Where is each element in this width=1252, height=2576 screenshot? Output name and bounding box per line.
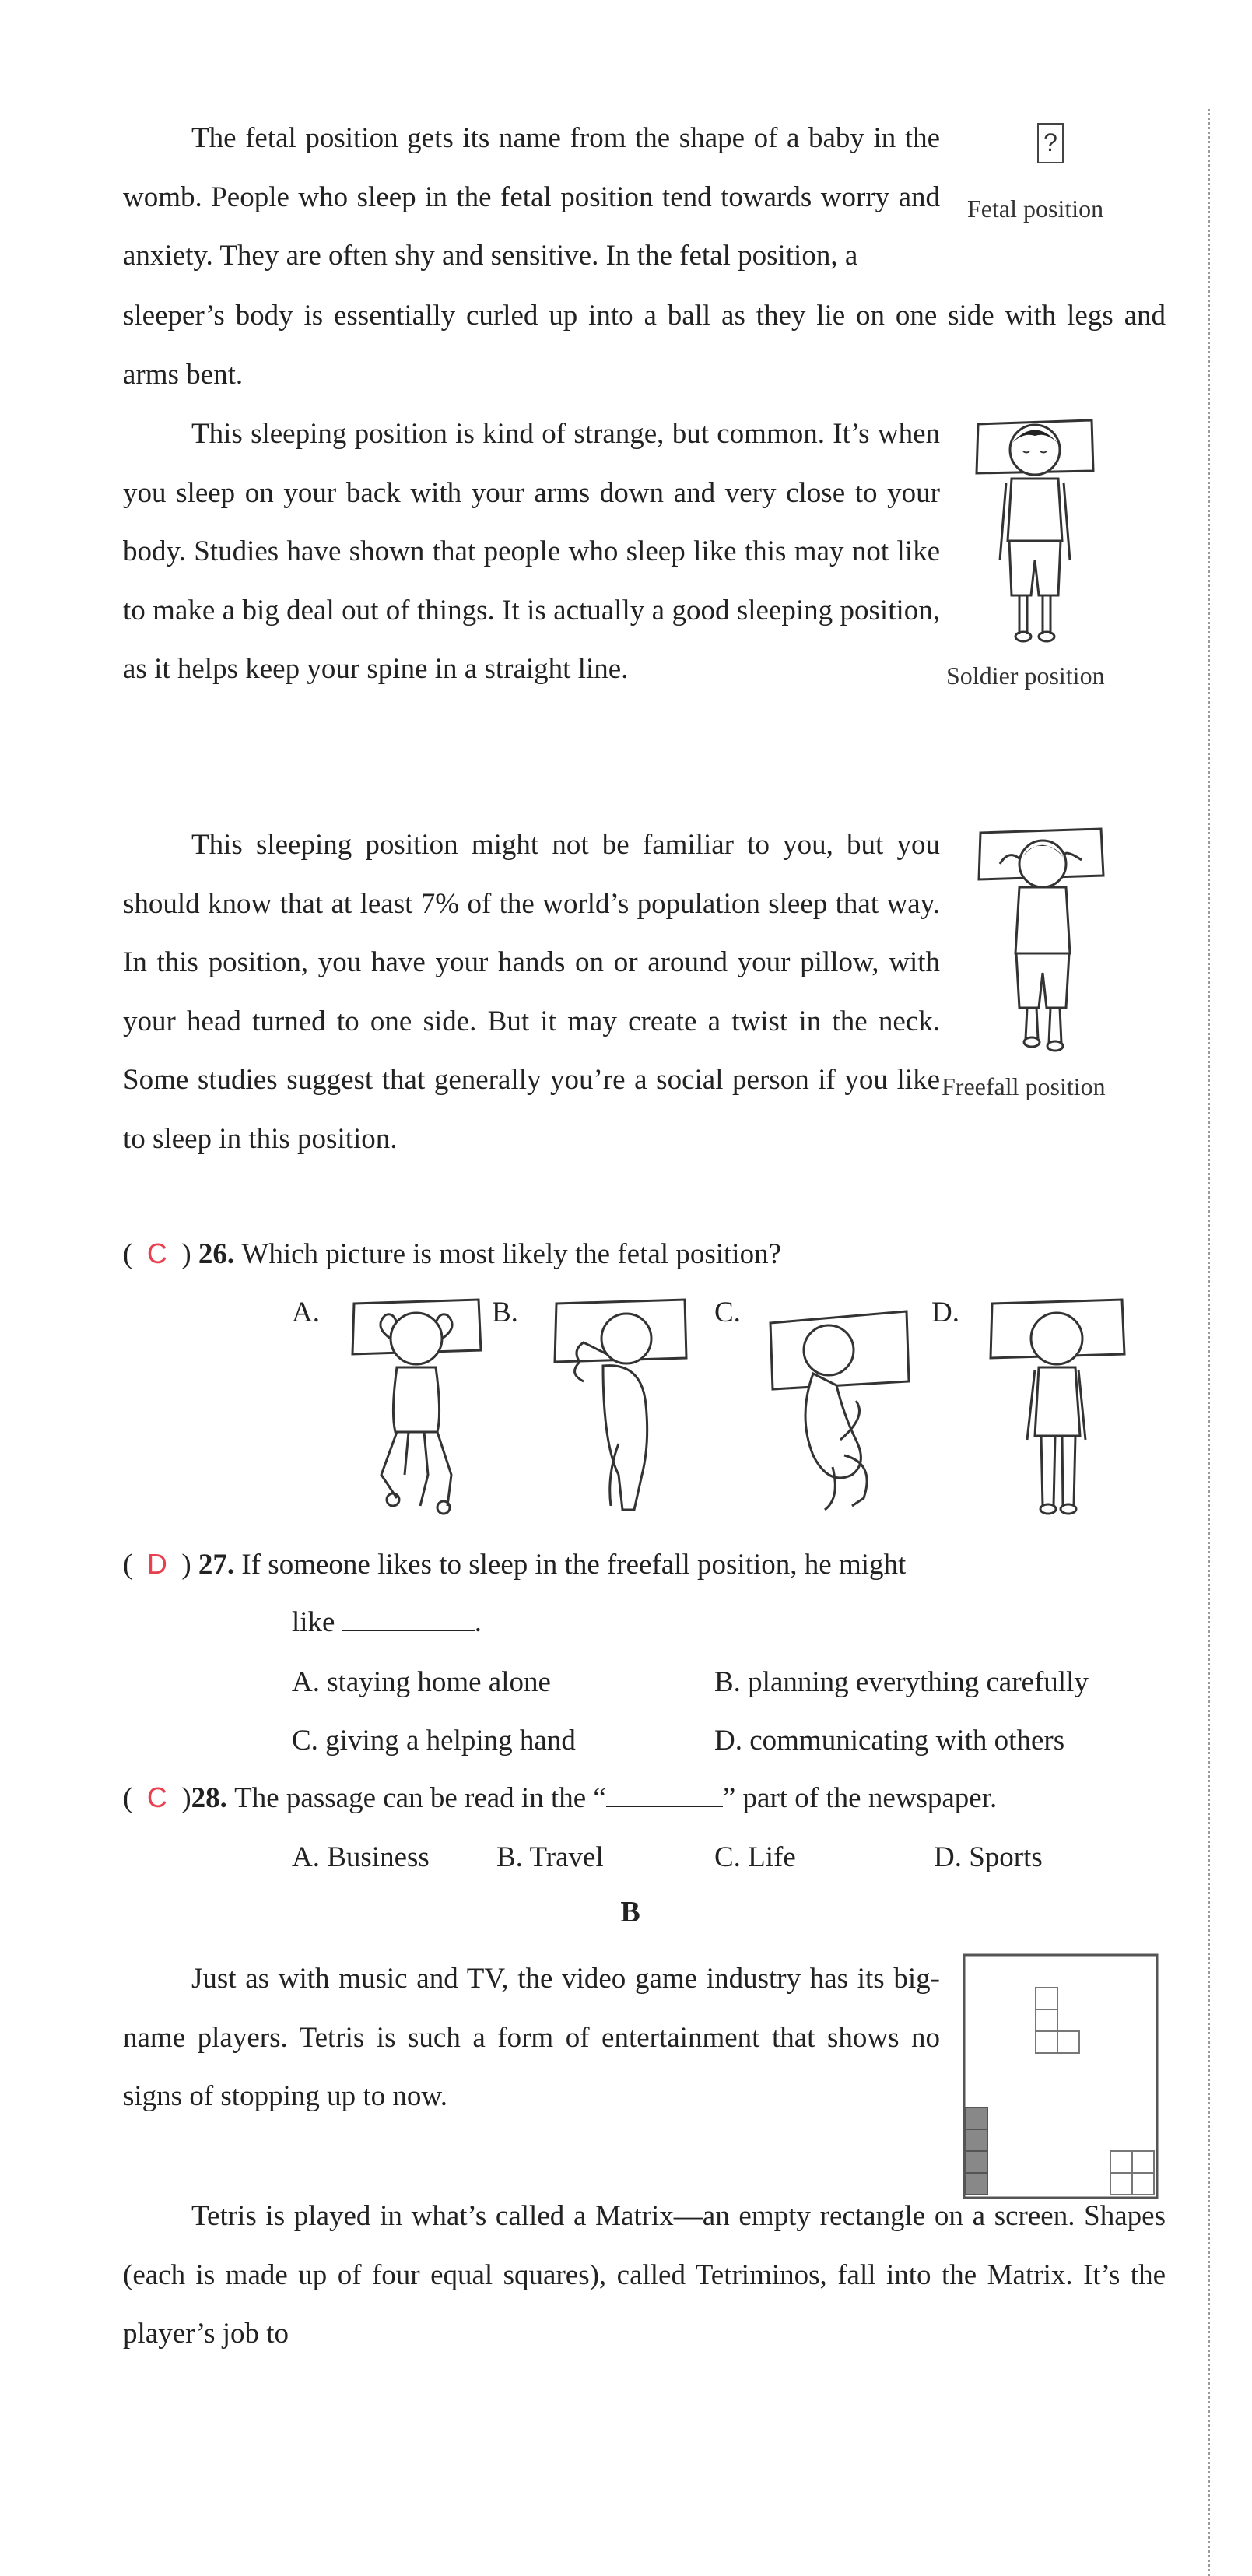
question-27 [123,1535,906,1594]
option-28-b: B. Travel [496,1841,604,1873]
option-27-a: A. staying home alone [292,1666,551,1698]
answer-27: D [146,1548,167,1580]
question-26 [123,1224,781,1283]
option-a-figure [350,1296,482,1521]
tetris-paragraph-2: Tetris is played in what’s called a Matrix—an empty rectangle on a screen. Shapes (each is made up of four equal squares), called Tetriminos, fall into the Matrix. It’s the player’s job to [123,2200,1166,2350]
paren-close: ) [181,1782,191,1814]
question-28-stem-pre: The passage can be read in the “ [234,1782,606,1814]
option-28-c: C. Life [714,1841,796,1873]
answer-26: C [146,1237,167,1269]
tetris-matrix-figure [963,1953,1160,2201]
answer-28: C [146,1781,167,1813]
section-heading-b: B [620,1896,640,1928]
margin-dotted-line [1208,109,1210,2576]
missing-image-placeholder: ? [1037,123,1064,163]
question-28 [123,1768,997,1827]
freefall-position-figure [965,821,1113,1055]
option-c-figure [766,1300,914,1518]
question-27-stem-cont: like [292,1606,335,1638]
option-28-d: D. Sports [934,1841,1043,1873]
soldier-position-figure [969,412,1101,646]
option-27-d: D. communicating with others [714,1725,1065,1757]
option-b-figure [549,1296,689,1521]
question-26-number: 26. [198,1238,235,1270]
option-28-a: A. Business [292,1841,430,1873]
option-27-c: C. giving a helping hand [292,1725,576,1757]
paren-close: ) [181,1238,191,1270]
option-26-a-label: A. [292,1297,320,1328]
question-27-number: 27. [198,1549,235,1581]
paren-open: ( [123,1782,133,1814]
option-26-d-label: D. [931,1297,959,1328]
option-27-b: B. planning everything carefully [714,1666,1089,1698]
question-27-cont [292,1593,482,1651]
soldier-paragraph: This sleeping position is kind of strange, but common. It’s when you sleep on your back with your arms down and very close to your body. Studies have shown that people who sleep like this may not like to make a big deal out of things. It is actually a good sleeping position, as it helps keep your spine in a straight line. [123,418,940,685]
soldier-caption: Soldier position [946,662,1105,690]
question-27-stem: If someone likes to sleep in the freefall position, he might [241,1549,907,1581]
question-28-number: 28. [191,1782,227,1814]
fetal-caption: Fetal position [967,195,1104,223]
answer-blank [606,1779,723,1807]
fetal-paragraph-bottom: sleeper’s body is essentially curled up into a ball as they lie on one side with legs and arms bent. [123,300,1166,391]
tetris-paragraph-1: Just as with music and TV, the video game industry has its big-name players. Tetris is such a form of entertainment that shows no signs of stopping up to now. [123,1963,940,2112]
question-28-stem-post: ” part of the newspaper. [722,1782,998,1814]
option-26-c-label: C. [714,1297,741,1328]
answer-blank [342,1603,475,1631]
question-27-stem-end: . [474,1606,482,1638]
option-26-b-label: B. [492,1297,518,1328]
paren-close: ) [181,1549,191,1581]
freefall-caption: Freefall position [942,1072,1106,1100]
paren-open: ( [123,1549,133,1581]
paren-open: ( [123,1238,133,1270]
question-26-stem: Which picture is most likely the fetal position? [241,1238,781,1270]
fetal-paragraph-top: The fetal position gets its name from the shape of a baby in the womb. People who sleep in the fetal position tend towards worry and anxiety. They are often shy and sensitive. In the fetal position, a [123,122,940,272]
option-d-figure [988,1296,1128,1521]
freefall-paragraph: This sleeping position might not be familiar to you, but you should know that at least 7% of the world’s population sleep that way. In this position, you have your hands on or around your pillow, with your head turned to one side. But it may create a twist in the neck. Some studies suggest that generally you’re a social person if you like to sleep in this position. [123,829,940,1155]
